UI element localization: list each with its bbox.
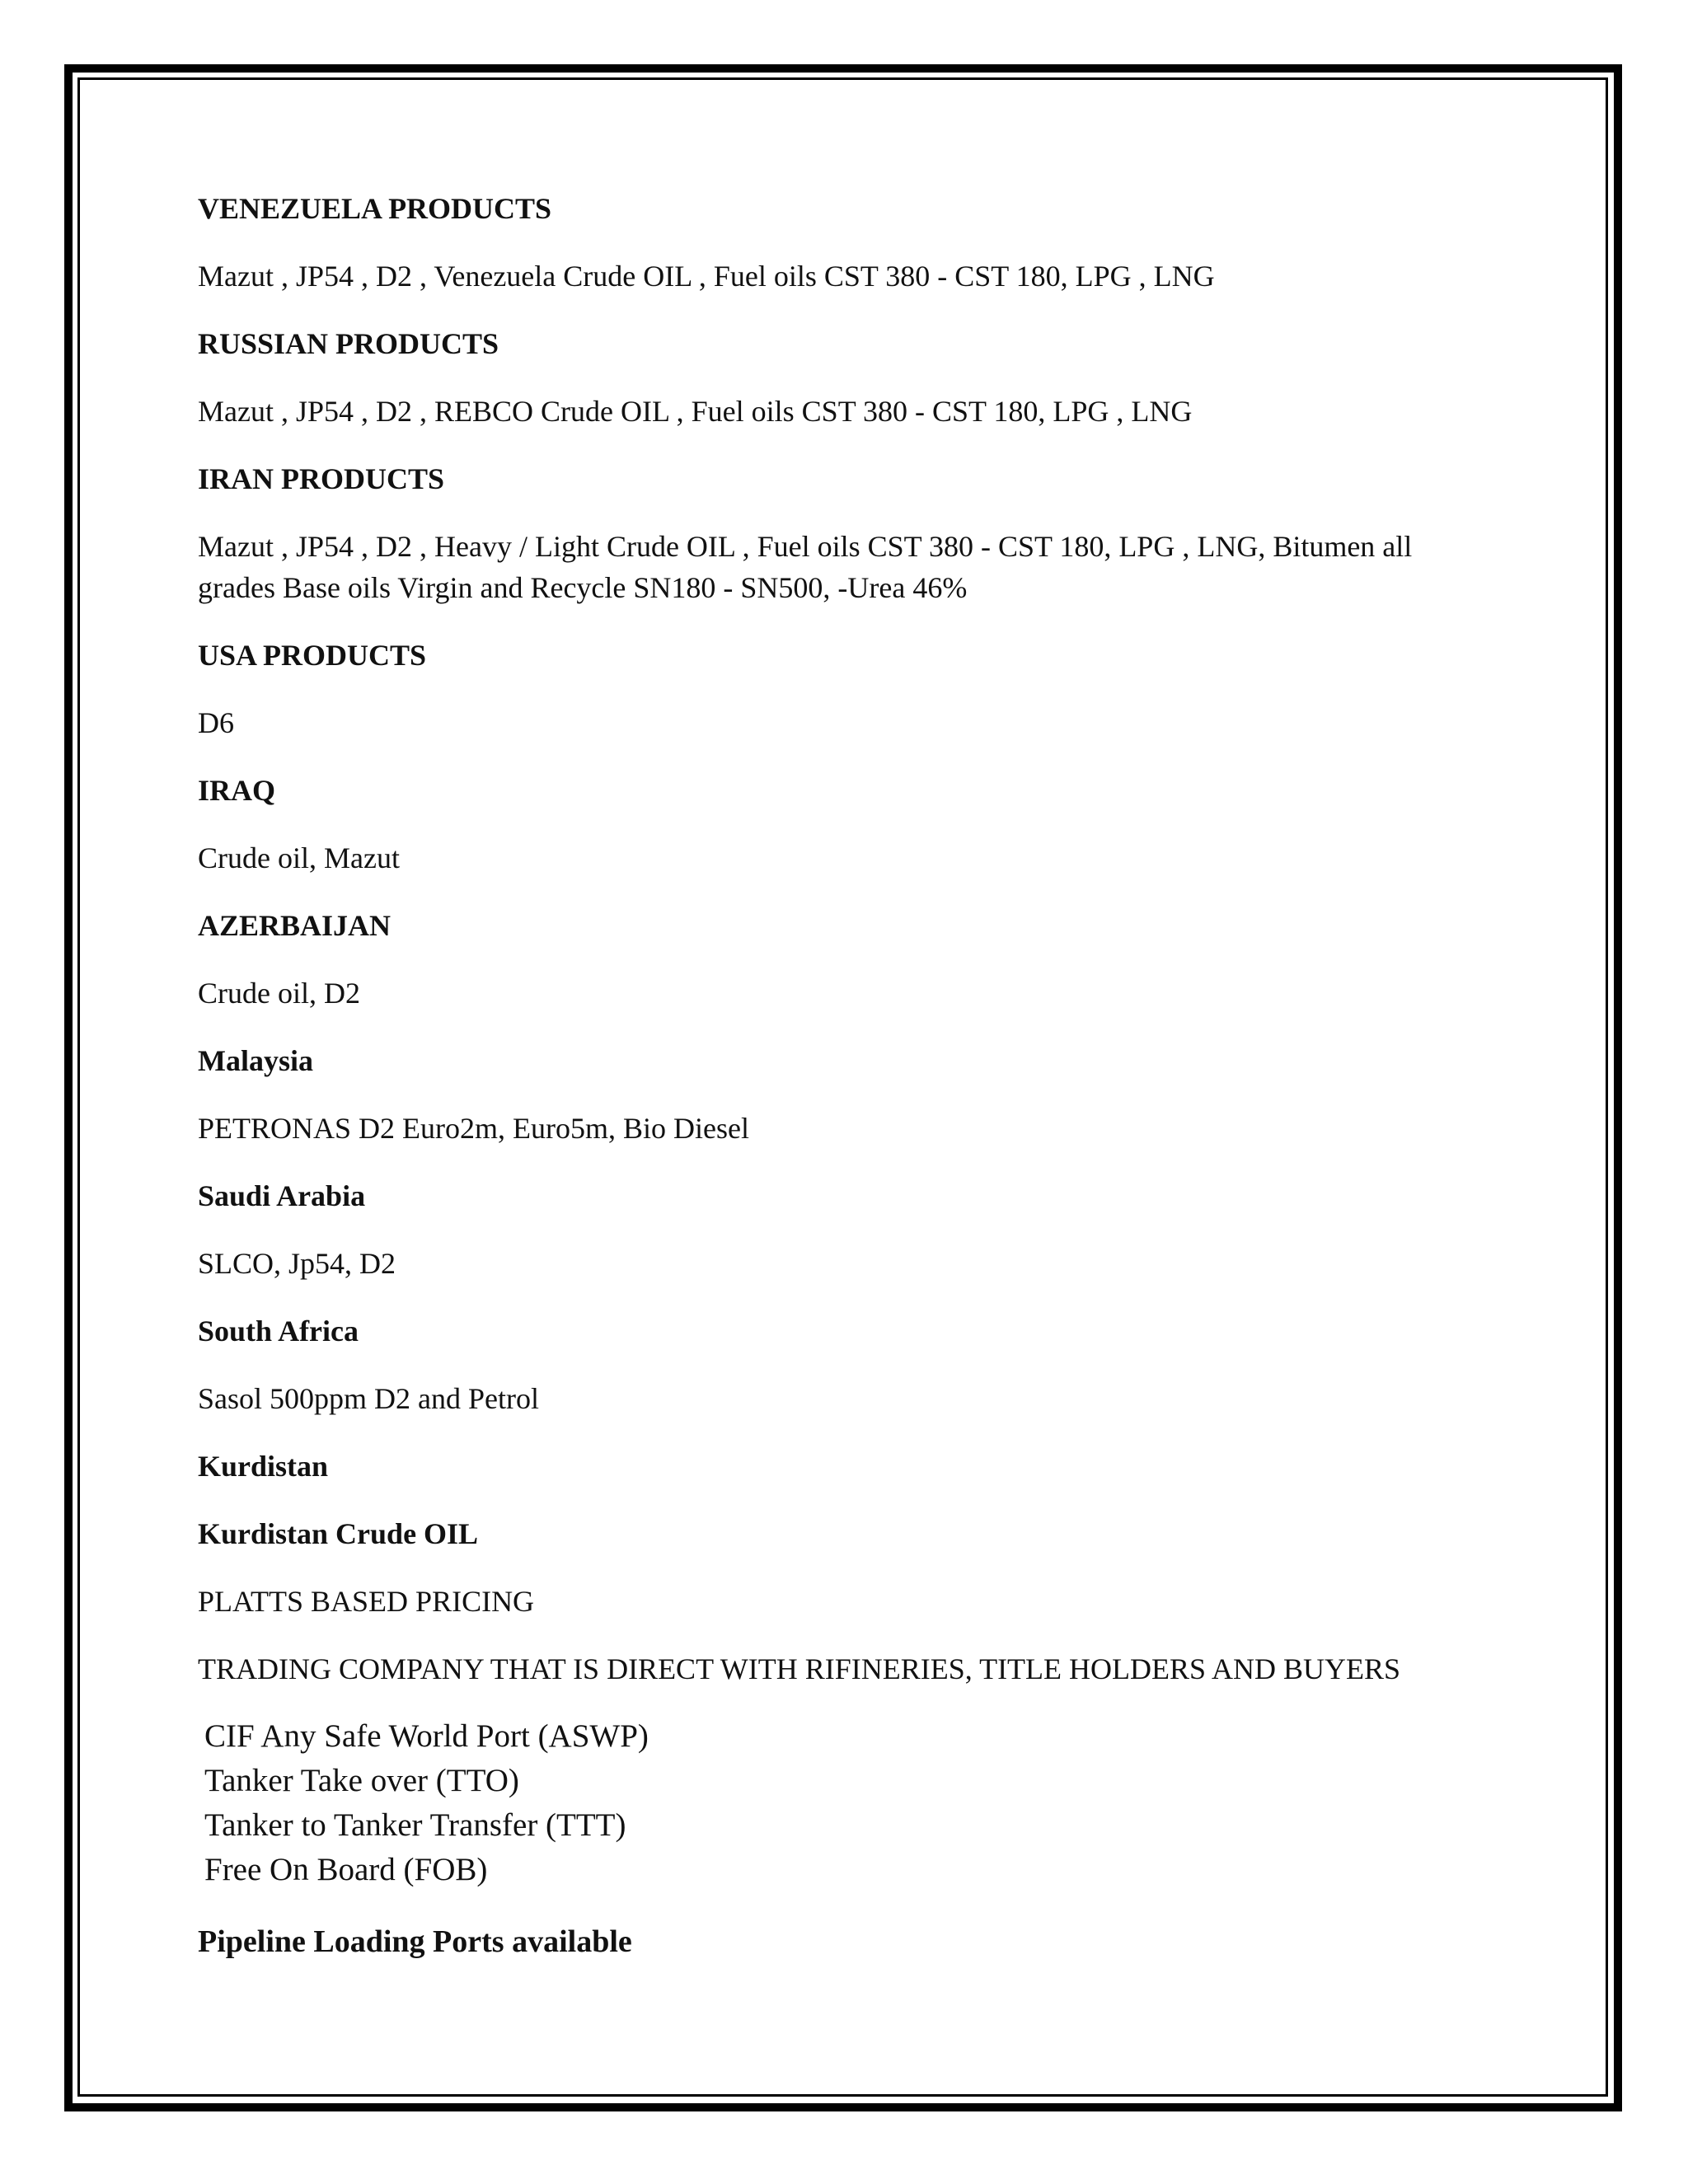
- products-malaysia: PETRONAS D2 Euro2m, Euro5m, Bio Diesel: [198, 1112, 749, 1145]
- products-iran-line-2: grades Base oils Virgin and Recycle SN180 - SN500, -Urea 46%: [198, 571, 968, 604]
- heading-iraq: IRAQ: [198, 774, 276, 807]
- trading-statement: TRADING COMPANY THAT IS DIRECT WITH RIFINERIES, TITLE HOLDERS AND BUYERS: [198, 1652, 1401, 1685]
- section-kurdistan: [198, 1446, 1484, 1554]
- products-iran: [198, 526, 1484, 608]
- delivery-term: CIF Any Safe World Port (ASWP): [204, 1718, 649, 1754]
- heading-iran: IRAN PRODUCTS: [198, 462, 445, 495]
- section-iran: [198, 458, 1484, 608]
- pricing-statement: PLATTS BASED PRICING: [198, 1585, 535, 1618]
- section-malaysia: [198, 1040, 1484, 1149]
- products-usa: D6: [198, 706, 234, 739]
- heading-kurdistan-crude-oil: Kurdistan Crude OIL: [198, 1517, 479, 1550]
- heading-kurdistan: Kurdistan: [198, 1450, 329, 1483]
- heading-venezuela: VENEZUELA PRODUCTS: [198, 192, 552, 225]
- section-south-africa: [198, 1310, 1484, 1419]
- section-azerbaijan: [198, 905, 1484, 1014]
- section-russia: [198, 323, 1484, 432]
- section-iraq: [198, 770, 1484, 879]
- heading-usa: USA PRODUCTS: [198, 639, 427, 672]
- section-saudi-arabia: [198, 1175, 1484, 1284]
- section-venezuela: [198, 188, 1484, 297]
- heading-saudi-arabia: Saudi Arabia: [198, 1179, 366, 1212]
- products-russia: Mazut , JP54 , D2 , REBCO Crude OIL , Fuel oils CST 380 - CST 180, LPG , LNG: [198, 395, 1193, 428]
- products-saudi-arabia: SLCO, Jp54, D2: [198, 1247, 396, 1280]
- heading-azerbaijan: AZERBAIJAN: [198, 909, 392, 942]
- section-usa: [198, 635, 1484, 743]
- delivery-terms-list: [198, 1714, 1484, 1892]
- delivery-term: Tanker Take over (TTO): [204, 1763, 519, 1798]
- delivery-term: Tanker to Tanker Transfer (TTT): [204, 1807, 626, 1843]
- products-venezuela: Mazut , JP54 , D2 , Venezuela Crude OIL , Fuel oils CST 380 - CST 180, LPG , LNG: [198, 260, 1215, 293]
- products-south-africa: Sasol 500ppm D2 and Petrol: [198, 1382, 539, 1415]
- heading-south-africa: South Africa: [198, 1315, 359, 1347]
- products-azerbaijan: Crude oil, D2: [198, 977, 360, 1010]
- document-content: [198, 188, 1484, 1990]
- delivery-term: Free On Board (FOB): [204, 1852, 488, 1887]
- pipeline-heading: Pipeline Loading Ports available: [198, 1924, 632, 1959]
- heading-malaysia: Malaysia: [198, 1044, 313, 1077]
- products-iraq: Crude oil, Mazut: [198, 841, 400, 874]
- heading-russia: RUSSIAN PRODUCTS: [198, 327, 499, 360]
- products-iran-line-1: Mazut , JP54 , D2 , Heavy / Light Crude OIL , Fuel oils CST 380 - CST 180, LPG , LNG, Bitumen all: [198, 530, 1413, 563]
